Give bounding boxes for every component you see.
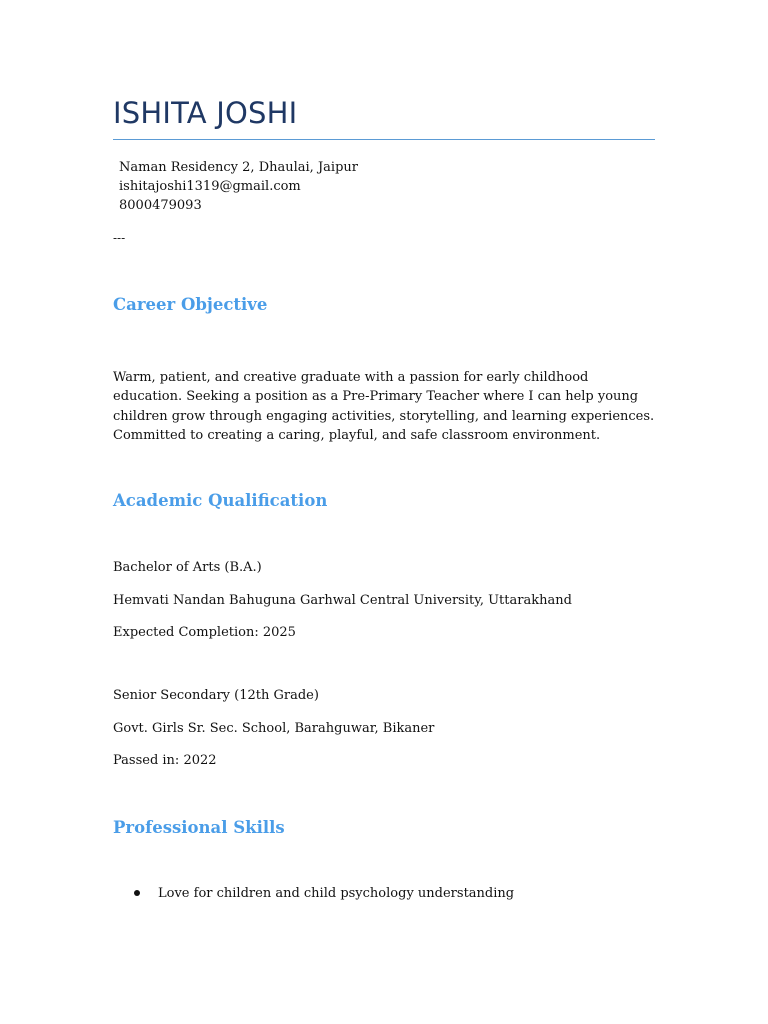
professional-skills-heading: Professional Skills <box>113 818 285 837</box>
degree-senior-secondary: Senior Secondary (12th Grade) <box>113 688 319 703</box>
completion-status: Expected Completion: 2025 <box>113 625 296 640</box>
degree-ba: Bachelor of Arts (B.A.) <box>113 560 262 575</box>
career-objective-text: Warm, patient, and creative graduate with a passion for early childhood education. Seeking a position as a Pre-Primary Teacher where I can help young children grow through engaging activities, storytelling, and learning experiences. Committed to creating a caring, playful, and safe classroom environment. <box>113 370 655 443</box>
bullet-icon <box>134 890 140 896</box>
career-objective-heading: Career Objective <box>113 295 268 314</box>
section-separator: --- <box>113 231 126 245</box>
contact-email: ishitajoshi1319@gmail.com <box>119 179 301 194</box>
contact-address: Naman Residency 2, Dhaulai, Jaipur <box>119 160 358 175</box>
passed-year: Passed in: 2022 <box>113 753 217 768</box>
candidate-name: ISHITA JOSHI <box>113 96 298 130</box>
institution-school: Govt. Girls Sr. Sec. School, Barahguwar, Bikaner <box>113 721 435 736</box>
skill-item: Love for children and child psychology understanding <box>158 886 515 901</box>
academic-qualification-heading: Academic Qualification <box>113 491 328 510</box>
name-divider <box>113 139 655 140</box>
institution-university: Hemvati Nandan Bahuguna Garhwal Central University, Uttarakhand <box>113 593 572 608</box>
contact-phone: 8000479093 <box>119 198 202 213</box>
